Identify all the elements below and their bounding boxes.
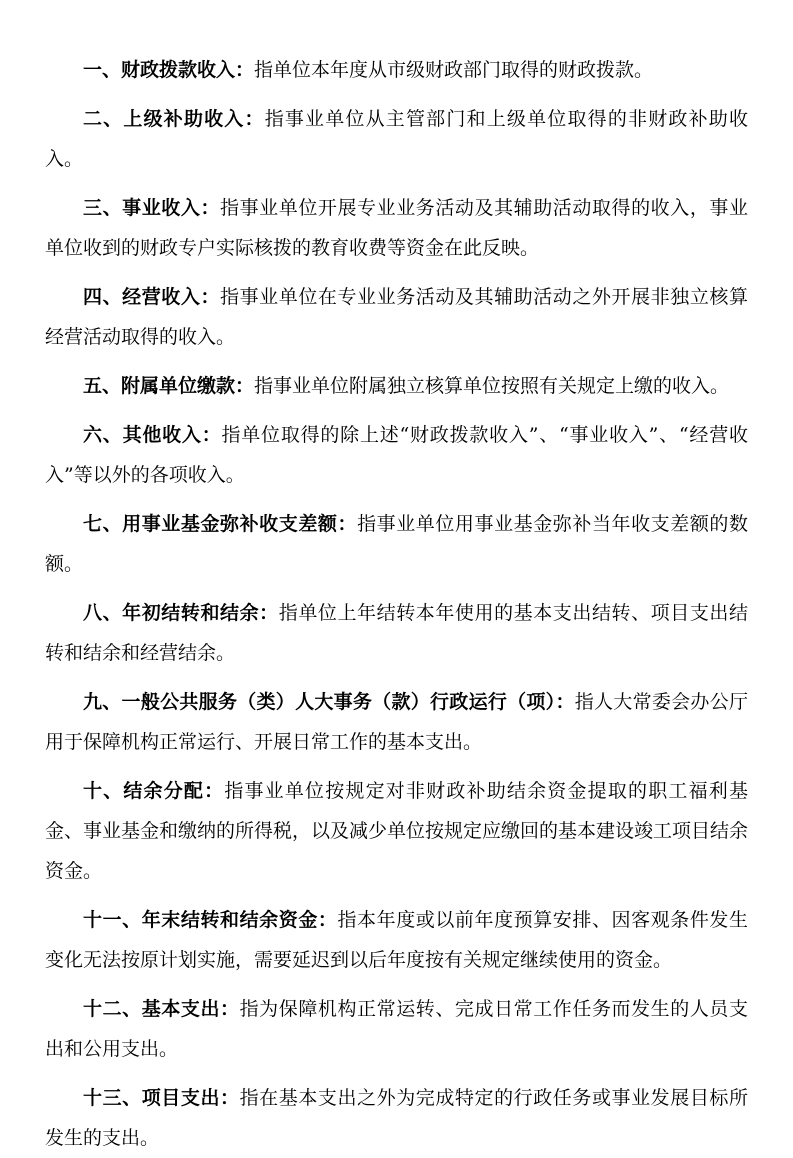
definition-item <box>45 188 748 268</box>
term-label: 五、附属单位缴款： <box>83 375 255 397</box>
term-definition: 指事业单位从主管部门和上级单位取得的非财政补助收入。 <box>45 108 748 170</box>
term-label: 七、用事业基金弥补收支差额： <box>83 513 358 535</box>
definition-item <box>45 366 748 406</box>
term-label: 十一、年末结转和结余资金： <box>83 909 338 931</box>
term-definition: 指单位本年度从市级财政部门取得的财政拨款。 <box>254 59 654 81</box>
term-label: 四、经营收入： <box>83 286 221 308</box>
term-definition: 指事业单位开展专业业务活动及其辅助活动取得的收入，事业单位收到的财政专户实际核拨的教育收费等资金在此反映。 <box>45 197 748 259</box>
term-label: 一、财政拨款收入： <box>83 59 255 81</box>
definitions-list <box>45 50 748 1158</box>
term-definition: 指事业单位附属独立核算单位按照有关规定上缴的收入。 <box>254 375 730 397</box>
definition-item <box>45 771 748 891</box>
term-definition: 指人大常委会办公厅用于保障机构正常运行、开展日常工作的基本支出。 <box>45 691 748 753</box>
definition-item <box>45 1078 748 1158</box>
definition-item <box>45 504 748 584</box>
term-definition: 指事业单位按规定对非财政补助结余资金提取的职工福利基金、事业基金和缴纳的所得税，以及减少单位按规定应缴回的基本建设竣工项目结余资金。 <box>45 780 749 882</box>
term-definition: 指在基本支出之外为完成特定的行政任务或事业发展目标所发生的支出。 <box>45 1087 748 1149</box>
term-label: 六、其他收入： <box>83 424 222 446</box>
definition-item <box>45 99 748 179</box>
term-label: 十二、基本支出： <box>83 998 240 1020</box>
definition-item <box>45 989 748 1069</box>
definition-item <box>45 682 748 762</box>
definition-item <box>45 593 748 673</box>
term-definition: 指单位取得的除上述“财政拨款收入”、“事业收入”、“经营收入”等以外的各项收入。 <box>45 424 748 486</box>
definition-item <box>45 900 748 980</box>
term-definition: 指为保障机构正常运转、完成日常工作任务而发生的人员支出和公用支出。 <box>45 998 748 1060</box>
term-definition: 指事业单位在专业业务活动及其辅助活动之外开展非独立核算经营活动取得的收入。 <box>45 286 748 348</box>
definition-item <box>45 415 748 495</box>
definition-item <box>45 50 748 90</box>
term-label: 九、一般公共服务（类）人大事务（款）行政运行（项）： <box>83 691 575 713</box>
term-label: 二、上级补助收入： <box>83 108 265 130</box>
term-definition: 指事业单位用事业基金弥补当年收支差额的数额。 <box>45 513 748 575</box>
term-label: 八、年初结转和结余： <box>83 602 279 624</box>
definition-item <box>45 277 748 357</box>
term-label: 三、事业收入： <box>83 197 221 219</box>
term-label: 十、结余分配： <box>83 780 225 802</box>
term-definition: 指本年度或以前年度预算安排、因客观条件发生变化无法按原计划实施，需要延迟到以后年度按有关规定继续使用的资金。 <box>45 909 748 971</box>
term-label: 十三、项目支出： <box>83 1087 240 1109</box>
term-definition: 指单位上年结转本年使用的基本支出结转、项目支出结转和结余和经营结余。 <box>45 602 748 664</box>
